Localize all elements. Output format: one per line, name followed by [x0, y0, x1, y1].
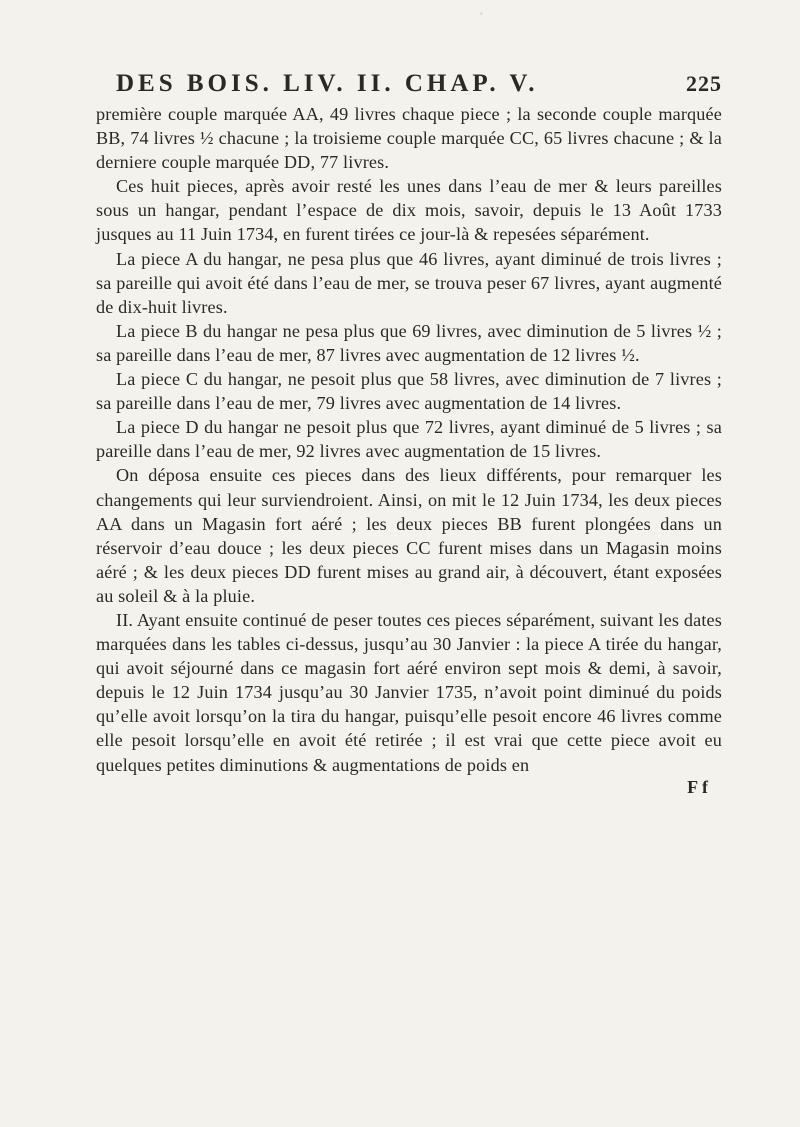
paper-spot	[520, 690, 524, 693]
running-head	[96, 70, 722, 98]
body-text	[96, 102, 722, 777]
paragraph-continuation: première couple marquée AA, 49 livres chaque piece ; la seconde couple marquée BB, 74 livres ½ chacune ; la troisieme couple marquée CC, 65 livres chacune ; & la derniere couple marquée DD, 77 livres.	[96, 104, 722, 173]
page-number: 225	[686, 71, 722, 96]
paragraph: On déposa ensuite ces pieces dans des lieux différents, pour remarquer les changements qui leur surviendroient. Ainsi, on mit le 12 Juin 1734, les deux pieces AA dans un Magasin fort aéré ; les deux pieces BB furent plongées dans un réservoir d’eau douce ; les deux pieces CC furent mises dans un Magasin moins aéré ; & les deux pieces DD furent mises au grand air, à découvert, étant exposées au soleil & à la pluie.	[96, 465, 722, 606]
paragraph: La piece D du hangar ne pesoit plus que 72 livres, ayant diminué de 5 livres ; sa pareille dans l’eau de mer, 92 livres avec augmentation de 15 livres.	[96, 417, 722, 462]
paper-spot	[480, 12, 483, 15]
paragraph: II. Ayant ensuite continué de peser toutes ces pieces séparément, suivant les dates marquées dans les tables ci-dessus, jusqu’au 30 Janvier : la piece A tirée du hangar, qui avoit séjourné dans ce magasin fort aéré environ sept mois & demi, à savoir, depuis le 12 Juin 1734 jusqu’au 30 Janvier 1735, n’avoit point diminué du poids qu’elle avoit lorsqu’on la tira du hangar, puisqu’elle pesoit encore 46 livres comme elle pesoit lorsqu’elle en avoit été retirée ; il est vrai que cette piece avoit eu quelques petites diminutions & augmentations de poids en	[96, 609, 722, 775]
paragraph: La piece B du hangar ne pesa plus que 69 livres, avec diminution de 5 livres ½ ; sa pareille dans l’eau de mer, 87 livres avec augmentation de 12 livres ½.	[96, 320, 722, 365]
paragraph: La piece C du hangar, ne pesoit plus que 58 livres, avec diminution de 7 livres ; sa pareille dans l’eau de mer, 79 livres avec augmentation de 14 livres.	[96, 369, 722, 414]
paragraph: La piece A du hangar, ne pesa plus que 46 livres, ayant diminué de trois livres ; sa pareille qui avoit été dans l’eau de mer, se trouva peser 67 livres, ayant augmenté de dix-huit livres.	[96, 248, 722, 317]
running-title: DES BOIS. LIV. II. CHAP. V.	[116, 70, 539, 97]
signature-mark: F f	[687, 776, 708, 797]
book-page	[96, 70, 722, 798]
paragraph: Ces huit pieces, après avoir resté les unes dans l’eau de mer & leurs pareilles sous un hangar, pendant l’espace de dix mois, savoir, depuis le 13 Août 1733 jusques au 11 Juin 1734, en furent tirées ce jour-là & repesées séparément.	[96, 176, 722, 245]
